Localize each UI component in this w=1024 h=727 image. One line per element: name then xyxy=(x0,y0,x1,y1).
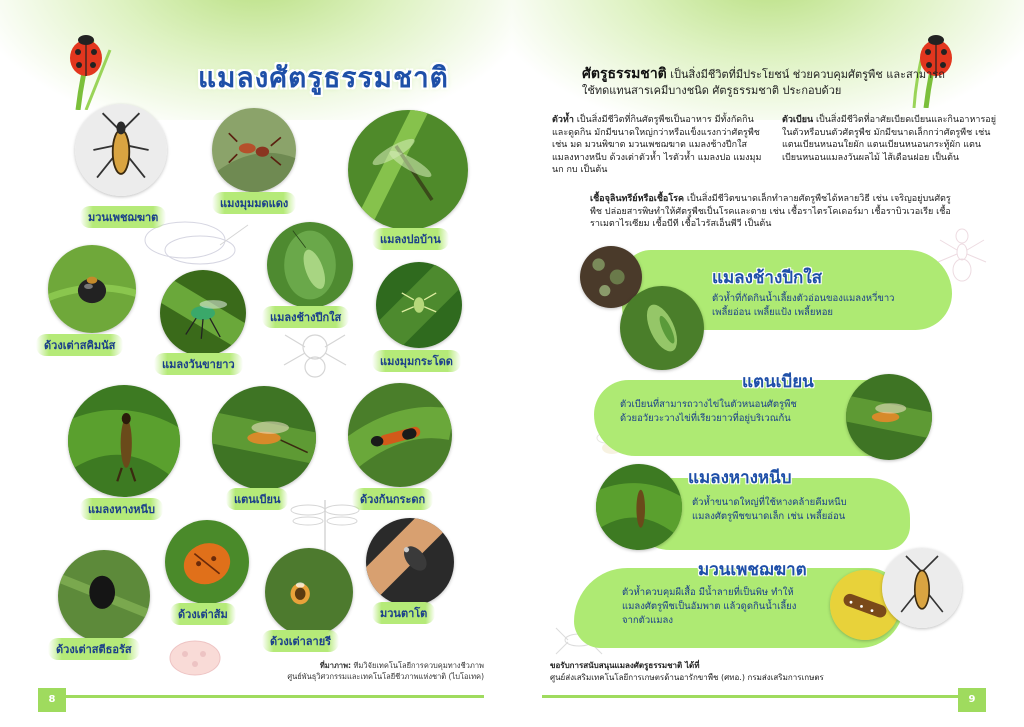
insect-label: แมลงปอบ้าน xyxy=(372,228,449,250)
right-page xyxy=(512,0,1024,727)
support-text: ศูนย์ส่งเสริมเทคโนโลยีการเกษตรด้านอารักขาพืช (ศทอ.) กรมส่งเสริมการเกษตร xyxy=(550,673,824,682)
card-title: แมลงช้างปีกใส xyxy=(712,268,823,288)
intro-term: ศัตรูธรรมชาติ xyxy=(582,66,667,82)
predator-paragraph xyxy=(552,114,767,177)
parasitoid-paragraph xyxy=(782,114,997,164)
insect-label: มวนตาโต xyxy=(372,602,435,624)
insect-photo-earwig xyxy=(68,385,180,497)
insect-label: แมลงช้างปีกใส xyxy=(262,306,349,328)
insect-photo-stethorus xyxy=(58,550,150,642)
insect-label: แตนเบียน xyxy=(226,488,288,510)
insect-photo-jumping-spider xyxy=(376,262,462,348)
insect-photo-big-eyed-bug xyxy=(366,518,454,606)
reference-line2: ศูนย์พันธุวิศวกรรมและเทคโนโลยีชีวภาพแห่งชาติ (ไบโอเทค) xyxy=(287,672,484,681)
insect-photo-parasitic-wasp xyxy=(212,386,316,490)
card-text xyxy=(620,398,797,426)
card-text-line: ตัวห้ำควบคุมผีเสื้อ มีน้ำลายที่เป็นพิษ ทำให้ xyxy=(622,587,794,598)
insect-label: แมลงวันขายาว xyxy=(154,353,243,375)
footer-divider xyxy=(66,695,484,698)
microbe-paragraph xyxy=(590,193,960,231)
support-title: ขอรับการสนับสนุนแมลงศัตรูธรรมชาติ ได้ที่ xyxy=(550,661,700,670)
card-text-line: ด้วยอวัยวะวางไข่ที่เรียวยาวที่อยู่บริเวณก้น xyxy=(620,413,791,424)
microbe-term: เชื้อจุลินทรีย์หรือเชื้อโรค xyxy=(590,194,685,204)
intro-text: เป็นสิ่งมีชีวิตที่มีประโยชน์ ช่วยควบคุมศัตรูพืช และสามารถใช้ทดแทนสารเคมีบางชนิด ศัตรูธรรมชาติ ประกอบด้วย xyxy=(582,68,945,97)
card-text-line: ตัวห้ำขนาดใหญ่ที่ใช้หางคล้ายคีมหนีบ xyxy=(692,497,847,508)
insect-label: ด้วงเต่าลายรี xyxy=(262,630,339,652)
reference-label: ที่มาภาพ: xyxy=(319,661,352,670)
insect-photo-ant-spider xyxy=(212,108,296,192)
predator-text: เป็นสิ่งมีชีวิตที่กินศัตรูพืชเป็นอาหาร มีทั้งกัดกินและดูดกิน มักมีขนาดใหญ่กว่าหรือแข็งแรงกว่าศัตรูพืช เช่น มด มวนพิฆาต มวนเพชฌฆาต แมลงช้างปีกใส แมลงหางหนีบ ด้วงเต่าตัวห้ำ ไรตัวห้ำ แมลงปอ แมงมุม นก กบ เป็นต้น xyxy=(552,115,762,175)
card-text-line: ตัวเบียนที่สามารถวางไข่ในตัวหนอนศัตรูพืช xyxy=(620,399,797,410)
card-text-line: ตัวห้ำที่กัดกินน้ำเลี้ยงตัวอ่อนของแมลงหวี่ขาว xyxy=(712,293,895,304)
intro-paragraph xyxy=(582,66,952,99)
page-number: 8 xyxy=(38,688,66,712)
insect-photo-assassin-bug xyxy=(75,104,167,196)
page-title: แมลงศัตรูธรรมชาติ xyxy=(198,61,449,94)
footer-divider xyxy=(542,695,958,698)
support-info xyxy=(550,660,824,684)
parasitoid-term: ตัวเบียน xyxy=(782,115,814,125)
ladybug-sketch-icon xyxy=(165,632,225,677)
insect-label: แมงมุมมดแดง xyxy=(212,192,296,214)
card-text-line: แมลงศัตรูพืชเป็นอัมพาต แล้วดูดกินน้ำเลี้ยง xyxy=(622,601,797,612)
ladybug-icon xyxy=(58,20,116,110)
card-text-line: แมลงศัตรูพืชขนาดเล็ก เช่น เพลี้ยอ่อน xyxy=(692,511,846,522)
card-title: แตนเบียน xyxy=(742,372,814,392)
insect-photo-orange-ladybird xyxy=(165,520,249,604)
insect-photo-rove-beetle xyxy=(348,383,452,487)
insect-photo-dragonfly xyxy=(348,110,468,230)
insect-photo-long-legged-fly xyxy=(160,270,246,356)
insect-label: ด้วงเต่าสคิมนัส xyxy=(36,334,123,356)
reference-line1: ทีมวิจัยเทคโนโลยีการควบคุมทางชีวภาพ xyxy=(353,661,484,670)
page-number: 9 xyxy=(958,688,986,712)
dragonfly-sketch-icon xyxy=(290,495,360,555)
card-photo-earwig xyxy=(596,464,682,550)
jumping-spider-sketch-icon xyxy=(280,325,350,385)
image-reference xyxy=(287,660,484,682)
insect-label: ด้วงก้นกระดก xyxy=(352,488,433,510)
insect-label: ด้วงเต่าส้ม xyxy=(170,603,236,625)
microbe-text: เป็นสิ่งมีชีวิตขนาดเล็กทำลายศัตรูพืชได้หลายวิธี เช่น เจริญอยู่บนศัตรูพืช ปล่อยสารพิษทำให้ศัตรูพืชเป็นโรคและตาย เช่น เชื้อราไตรโคเดอร์มา เชื้อราบิวเวอเรีย เชื้อราเมตาไรเซียม เชื้อบีที เชื้อไวรัสเอ็นพีวี เป็นต้น xyxy=(590,194,951,229)
card-title: มวนเพชฌฆาต xyxy=(698,560,807,580)
card-photo-assassin-bug xyxy=(882,548,962,628)
predator-term: ตัวห้ำ xyxy=(552,115,574,125)
insect-photo-ladybird-striped xyxy=(265,548,353,636)
card-title: แมลงหางหนีบ xyxy=(688,468,792,488)
insect-label: มวนเพชฌฆาต xyxy=(80,206,166,228)
card-text xyxy=(712,292,895,320)
insect-photo-green-lacewing xyxy=(267,222,353,308)
card-text-line: เพลี้ยอ่อน เพลี้ยแป้ง เพลี้ยหอย xyxy=(712,307,833,318)
card-text-line: จากตัวแมลง xyxy=(622,615,674,626)
insect-label: แมลงหางหนีบ xyxy=(80,498,163,520)
parasitoid-text: เป็นสิ่งมีชีวิตที่อาศัยเบียดเบียนและกินอาหารอยู่ในตัวหรือบนตัวศัตรูพืช มักมีขนาดเล็กกว่าศัตรูพืช เช่น แตนเบียนหนอนใยผัก แตนเบียนหนอนกระทู้ผัก แตนเบียนหนอนแมลงวันผลไม้ ไส้เดือนฝอย เป็นต้น xyxy=(782,115,996,163)
card-photo-green-lacewing xyxy=(620,286,704,370)
card-text xyxy=(692,496,847,524)
card-text xyxy=(622,586,796,628)
insect-label: ด้วงเต่าสตีธอรัส xyxy=(48,638,140,660)
insect-photo-scymnus xyxy=(48,245,136,333)
card-photo-parasitic-wasp xyxy=(846,374,932,460)
insect-label: แมงมุมกระโดด xyxy=(372,350,461,372)
